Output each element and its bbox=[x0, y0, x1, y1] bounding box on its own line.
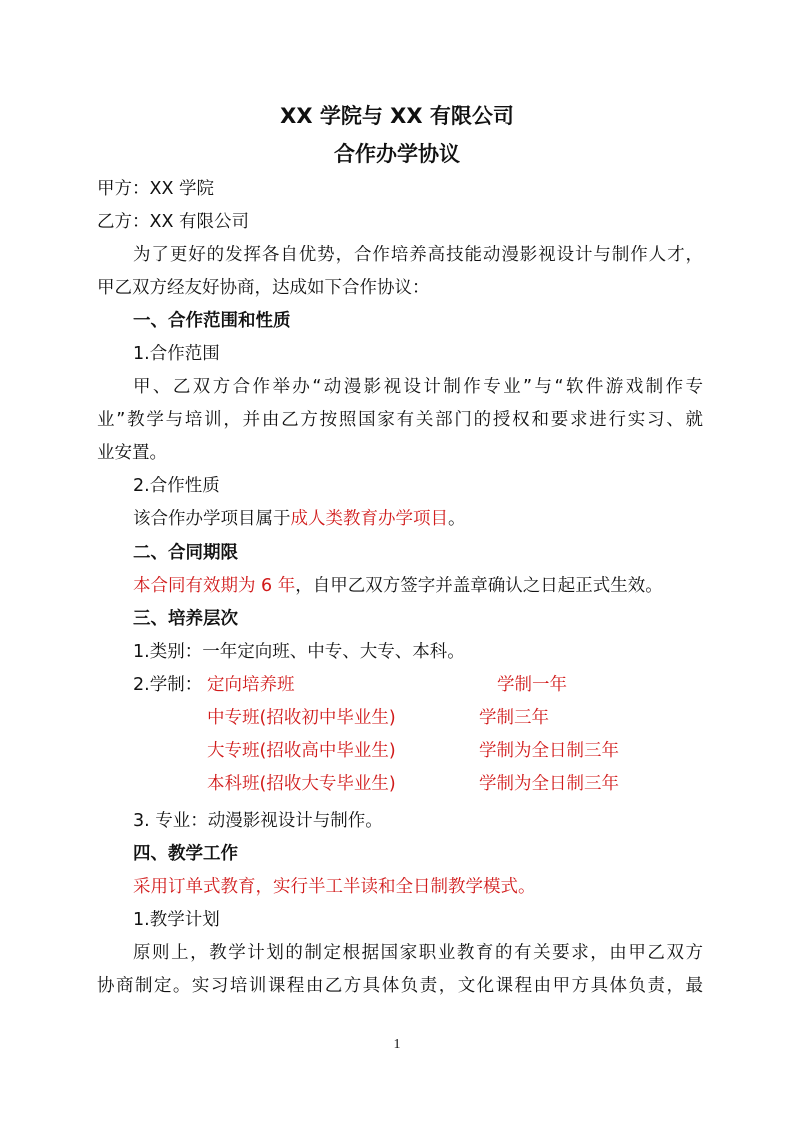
section-1-para-line-3: 业安置。 bbox=[97, 443, 167, 463]
section-1-sub-1: 1.合作范围 bbox=[133, 344, 220, 364]
nature-suffix: 。 bbox=[448, 509, 466, 529]
program-name: 中专班(招收初中毕业生) bbox=[207, 708, 396, 728]
nature-prefix: 该合作办学项目属于 bbox=[133, 509, 291, 529]
program-duration: 学制为全日制三年 bbox=[479, 774, 619, 794]
program-name: 本科班(招收大专毕业生) bbox=[207, 774, 396, 794]
section-2-term bbox=[133, 570, 663, 602]
section-1-nature bbox=[133, 503, 466, 535]
section-4-para-line-1: 原则上，教学计划的制定根据国家职业教育的有关要求，由甲乙双方 bbox=[133, 943, 703, 963]
section-2-heading: 二、合同期限 bbox=[133, 543, 238, 563]
program-name: 定向培养班 bbox=[207, 675, 295, 695]
section-4-sub-1: 1.教学计划 bbox=[133, 910, 220, 930]
section-3-category: 1.类别：一年定向班、中专、大专、本科。 bbox=[133, 642, 465, 662]
section-1-para-line-1: 甲、乙双方合作举办“动漫影视设计制作专业”与“软件游戏制作专 bbox=[133, 377, 703, 397]
party-b: 乙方：XX 有限公司 bbox=[97, 212, 250, 232]
section-3-system-label: 2.学制： bbox=[133, 675, 203, 695]
program-duration: 学制一年 bbox=[497, 675, 567, 695]
intro-line-2: 甲乙双方经友好协商，达成如下合作协议： bbox=[97, 278, 430, 298]
section-4-heading: 四、教学工作 bbox=[133, 844, 238, 864]
title-line-2: 合作办学协议 bbox=[334, 142, 460, 166]
section-3-major: 3. 专业：动漫影视设计与制作。 bbox=[133, 811, 383, 831]
term-highlight: 本合同有效期为 6 年 bbox=[133, 576, 296, 596]
program-duration: 学制为全日制三年 bbox=[479, 741, 619, 761]
program-name: 大专班(招收高中毕业生) bbox=[207, 741, 396, 761]
section-1-para-line-2: 业”教学与培训，并由乙方按照国家有关部门的授权和要求进行实习、就 bbox=[97, 410, 703, 430]
nature-highlight: 成人类教育办学项目 bbox=[290, 509, 448, 529]
party-a: 甲方：XX 学院 bbox=[97, 179, 215, 199]
section-4-mode: 采用订单式教育，实行半工半读和全日制教学模式。 bbox=[133, 877, 536, 897]
page-number: 1 bbox=[393, 1037, 401, 1052]
section-3-heading: 三、培养层次 bbox=[133, 609, 238, 629]
term-rest: ，自甲乙双方签字并盖章确认之日起正式生效。 bbox=[295, 576, 663, 596]
section-4-para-line-2: 协商制定。实习培训课程由乙方具体负责，文化课程由甲方具体负责，最 bbox=[97, 976, 703, 996]
section-1-heading: 一、合作范围和性质 bbox=[133, 311, 291, 331]
title-line-1: XX 学院与 XX 有限公司 bbox=[280, 104, 514, 128]
section-1-sub-2: 2.合作性质 bbox=[133, 476, 220, 496]
program-duration: 学制三年 bbox=[479, 708, 549, 728]
intro-line-1: 为了更好的发挥各自优势，合作培养高技能动漫影视设计与制作人才， bbox=[133, 245, 703, 265]
